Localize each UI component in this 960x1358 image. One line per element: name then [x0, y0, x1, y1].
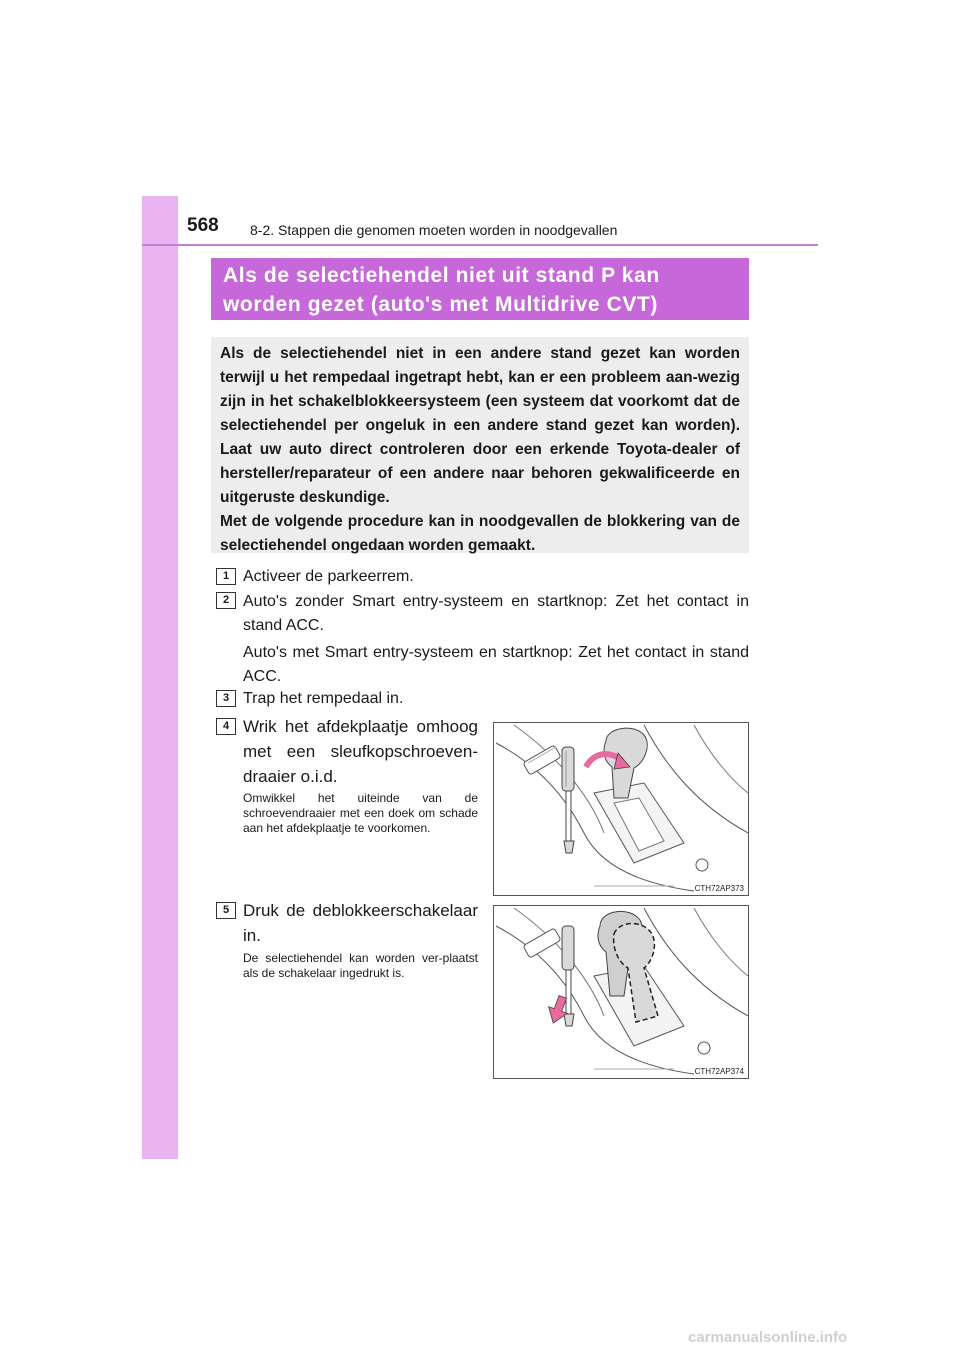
figure-pry-cover [493, 722, 749, 896]
step-1-text: Activeer de parkeerrem. [243, 568, 414, 585]
shift-release-illustration [494, 906, 749, 1079]
step-4-note: Omwikkel het uiteinde van de schroevendraaier met een doek om schade aan het afdekplaatje te voorkomen. [243, 791, 478, 835]
section-title-line-2: worden gezet (auto's met Multidrive CVT) [223, 293, 659, 316]
section-header: 8-2. Stappen die genomen moeten worden in noodgevallen [250, 222, 618, 238]
step-5-text: Druk de deblokkeerschakelaar in. [243, 901, 478, 945]
section-title [211, 258, 749, 320]
step-3-number: 3 [216, 690, 236, 707]
step-4-number: 4 [216, 718, 236, 735]
intro-paragraph-1: Als de selectiehendel niet in een andere stand gezet kan worden terwijl u het rempedaal ingetrapt hebt, kan er een probleem aan-wezig zijn in het schakelblokkeersysteem (een systeem dat voorkomt dat de selectiehendel per ongeluk in een andere stand gezet kan worden). Laat uw auto direct controleren door een erkende Toyota-dealer of hersteller/reparateur of een andere naar behoren gekwalificeerde en uitgeruste deskundige. [220, 345, 740, 506]
chapter-sidebar [142, 196, 178, 1159]
step-2-number: 2 [216, 592, 236, 609]
step-5-number: 5 [216, 902, 236, 919]
step-4-text: Wrik het afdekplaatje omhoog met een sleufkopschroeven-draaier o.i.d. [243, 717, 478, 786]
page-number: 568 [187, 215, 219, 236]
watermark: carmanualsonline.info [688, 1329, 848, 1346]
section-title-line-1: Als de selectiehendel niet uit stand P kan [223, 264, 660, 287]
intro-paragraph-2: Met de volgende procedure kan in noodgevallen de blokkering van de selectiehendel ongedaan worden gemaakt. [220, 513, 740, 554]
header-rule [142, 244, 818, 246]
figure-code: CTH72AP374 [694, 1067, 744, 1076]
step-3-text: Trap het rempedaal in. [243, 690, 404, 707]
chapter-tab [142, 196, 178, 244]
step-5-note: De selectiehendel kan worden ver-plaatst als de schakelaar ingedrukt is. [243, 951, 478, 980]
step-2-text-alt: Auto's met Smart entry-systeem en startknop: Zet het contact in stand ACC. [243, 644, 749, 685]
figure-code: CTH72AP373 [694, 884, 744, 893]
step-1-number: 1 [216, 568, 236, 585]
figure-release-switch [493, 905, 749, 1079]
gear-shift-cover-illustration [494, 723, 749, 896]
intro-box [211, 337, 749, 553]
step-2-text: Auto's zonder Smart entry-systeem en startknop: Zet het contact in stand ACC. [243, 593, 749, 634]
